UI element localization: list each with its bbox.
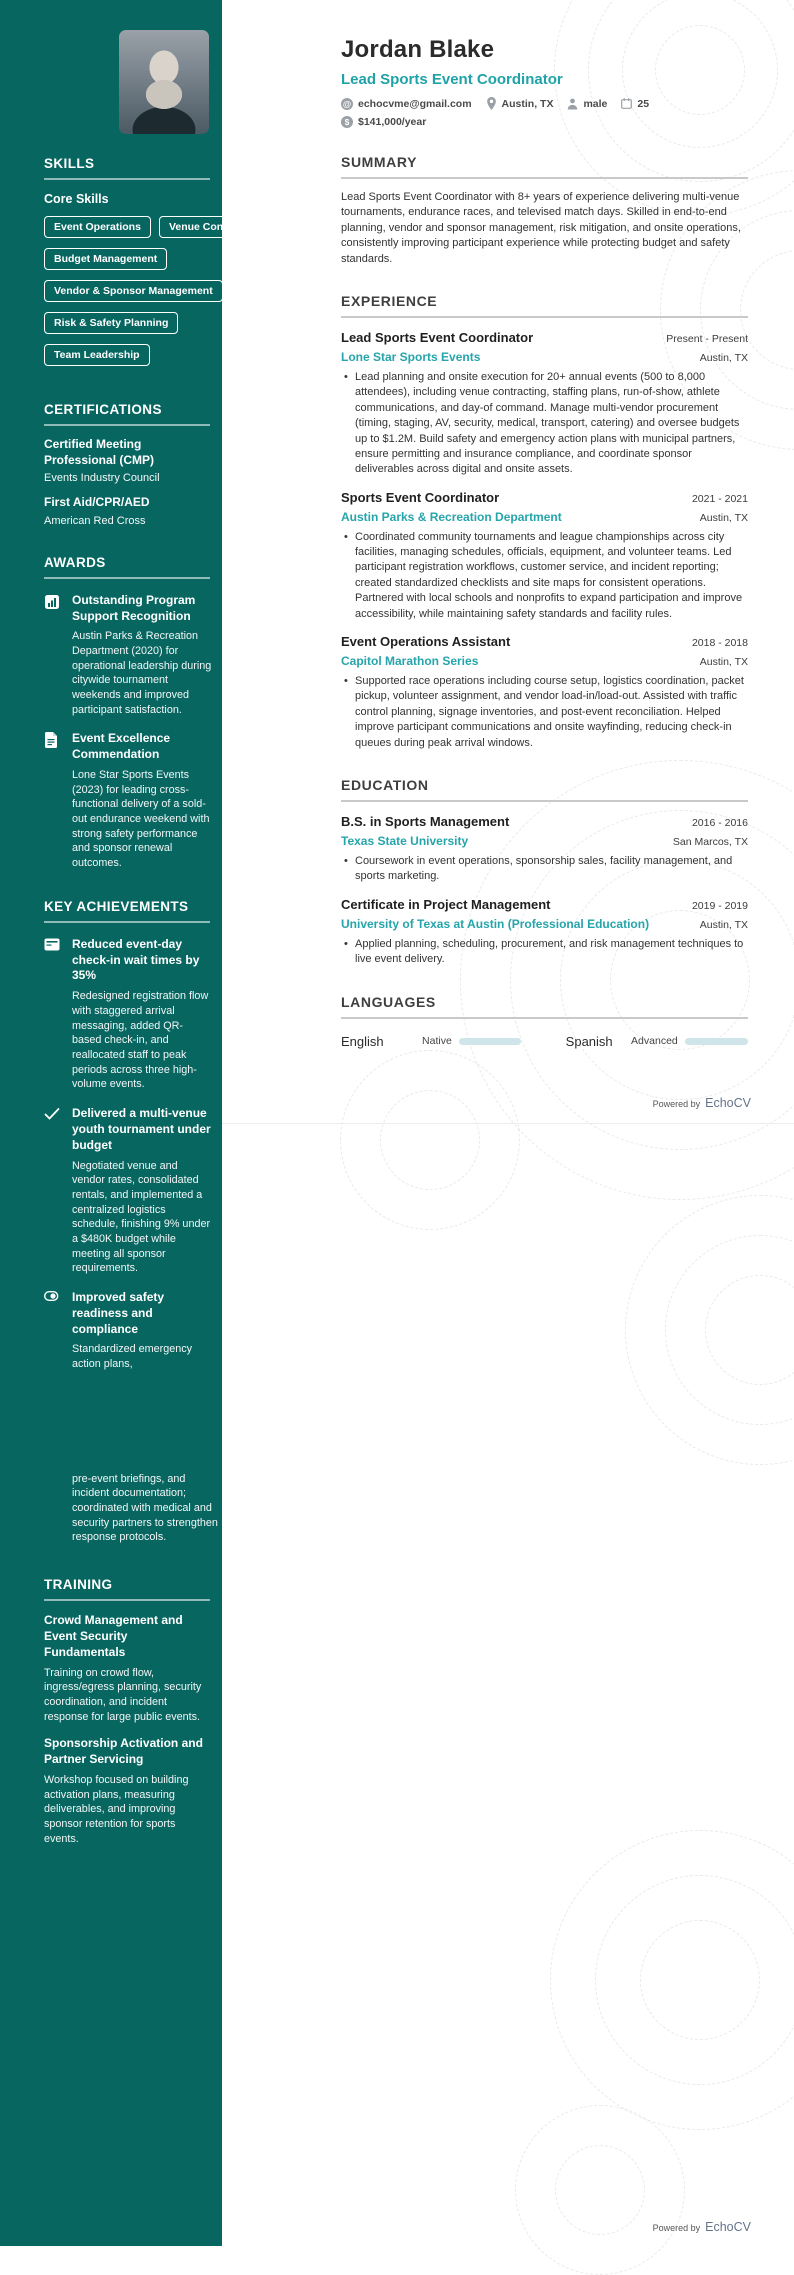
- degree-bullet: • Coursework in event operations, sponsorship sales, facility management, and sports marketing.: [341, 854, 748, 885]
- salary-item: [341, 116, 426, 128]
- award-body: [72, 731, 212, 870]
- award-description: Austin Parks & Recreation Department (2020) for operational leadership during citywide tournament weekends and improved participant satisfaction.: [72, 630, 212, 716]
- salary-value: $141,000/year: [358, 116, 427, 128]
- language-row: [341, 1034, 748, 1049]
- card-icon: [44, 937, 60, 1092]
- skill-pill: Event Operations: [44, 216, 151, 238]
- brand-link[interactable]: EchoCV: [705, 1096, 751, 1110]
- job-bullet: • Supported race operations including course setup, logistics coordination, packet pickup, volunteer assignment, and vendor load-in/load-out. Assisted with traffic control planning, signage inventories, and post-event reconciliation. Helped improve participant communications and onsite wayfinding, reducing check-in queues during peak arrival windows.: [341, 674, 748, 751]
- company-link[interactable]: Capitol Marathon Series: [341, 654, 479, 669]
- email-value: echocvme@gmail.com: [358, 97, 472, 110]
- degree-dates: 2016 - 2016: [691, 816, 748, 829]
- education-divider: [341, 800, 748, 802]
- entry-company-row: [341, 505, 748, 524]
- gender-item: [567, 98, 607, 110]
- skills-divider: [44, 178, 210, 180]
- certifications-section: [44, 402, 212, 527]
- at-icon: @: [342, 98, 352, 109]
- entry-title-row: [341, 814, 748, 829]
- job-location: Austin, TX: [699, 511, 748, 524]
- degree-title: Certificate in Project Management: [341, 896, 551, 912]
- achievement-body: [72, 1290, 212, 1372]
- school-link[interactable]: University of Texas at Austin (Professional Education): [341, 916, 650, 931]
- location-value: Austin, TX: [501, 97, 554, 110]
- age-item: [621, 98, 649, 110]
- language-name: English: [341, 1033, 384, 1049]
- certification-org: American Red Cross: [44, 514, 146, 527]
- skill-pill: Vendor & Sponsor Management: [44, 280, 223, 302]
- achievement-description: Standardized emergency action plans,: [72, 1343, 193, 1371]
- job-bullet: • Coordinated community tournaments and league championships across city facilities, managing schedules, officials, equipment, and volunteer teams. Led participant registration workflows, customer service, and incident reporting; created standardized checklists and site maps for consistent operations. Partnered with local schools and nonprofits to expand participation and improve accessibility, while maintaining safety standards and facility rules.: [341, 530, 748, 622]
- degree-dates: 2019 - 2019: [691, 899, 748, 912]
- job-dates: 2021 - 2021: [691, 492, 748, 505]
- award-body: [72, 593, 212, 718]
- dollar-icon: $: [341, 116, 353, 128]
- degree-bullet: • Applied planning, scheduling, procurement, and risk management techniques to live event delivery.: [341, 937, 748, 968]
- salary-row: [341, 116, 748, 128]
- skill-pill-list: [44, 216, 284, 366]
- experience-divider: [341, 316, 748, 318]
- entry-title-row: [341, 897, 748, 912]
- skill-pill: Venue Contracting: [159, 216, 272, 238]
- summary-section: [341, 154, 748, 267]
- awards-heading: AWARDS: [44, 554, 106, 570]
- training-title: Sponsorship Activation and Partner Servicing: [44, 1736, 203, 1767]
- achievement-item: [44, 1106, 212, 1276]
- achievement-description-continued: pre-event briefings, and incident documentation; coordinated with medical and security partners to strengthen response protocols.: [72, 1472, 218, 1544]
- certification-item: [44, 495, 212, 527]
- skill-pill: Budget Management: [44, 248, 167, 270]
- job-location: Austin, TX: [699, 351, 748, 364]
- certification-title: Certified Meeting Professional (CMP): [44, 437, 155, 467]
- education-heading: EDUCATION: [341, 776, 429, 793]
- contact-row: [341, 97, 748, 110]
- key-achievements-section: [44, 898, 218, 1545]
- language-level: Native: [422, 1035, 452, 1048]
- skills-heading: SKILLS: [44, 156, 95, 171]
- award-item: [44, 593, 212, 718]
- awards-divider: [44, 577, 210, 579]
- certification-item: [44, 437, 212, 484]
- achievement-item: [44, 1290, 212, 1372]
- job-title: Sports Event Coordinator: [341, 489, 500, 505]
- training-divider: [44, 1599, 210, 1601]
- entry-company-row: [341, 345, 748, 364]
- achievement-description: Redesigned registration flow with staggered arrival messaging, added QR-based check-in, and reallocated staff to peak periods across three high-volume events.: [72, 990, 209, 1091]
- document-icon: [44, 731, 60, 870]
- job-title: Lead Sports Event Coordinator: [341, 329, 534, 345]
- key-achievements-heading: KEY ACHIEVEMENTS: [44, 898, 189, 914]
- achievement-title: Improved safety readiness and compliance: [72, 1289, 165, 1336]
- education-entry: [341, 897, 748, 968]
- powered-by-label: Powered by: [652, 2223, 701, 2233]
- training-item: [44, 1613, 212, 1724]
- brand-link[interactable]: EchoCV: [705, 2220, 751, 2234]
- chart-icon: [44, 593, 60, 718]
- certifications-divider: [44, 424, 210, 426]
- skill-pill: Risk & Safety Planning: [44, 312, 178, 334]
- school-location: San Marcos, TX: [672, 835, 748, 848]
- education-entry: [341, 814, 748, 885]
- award-description: Lone Star Sports Events (2023) for leading cross-functional delivery of a sold-out endurance weekend with strong safety performance and sponsor renewal outcomes.: [72, 769, 210, 870]
- age-value: 25: [637, 97, 650, 110]
- experience-entry: [341, 634, 748, 751]
- skill-pill: Team Leadership: [44, 344, 150, 366]
- company-link[interactable]: Lone Star Sports Events: [341, 349, 481, 364]
- skills-group-label: Core Skills: [44, 192, 109, 206]
- degree-title: B.S. in Sports Management: [341, 813, 510, 829]
- training-description: Training on crowd flow, ingress/egress planning, security coordination, and incident response for large public events.: [44, 1666, 202, 1723]
- award-item: [44, 731, 212, 870]
- certification-org: Events Industry Council: [44, 472, 160, 485]
- achievement-body: [72, 937, 212, 1092]
- languages-heading: LANGUAGES: [341, 993, 436, 1010]
- training-item: [44, 1736, 212, 1846]
- key-achievements-divider: [44, 921, 210, 923]
- awards-section: [44, 555, 212, 871]
- powered-by-footer: [653, 1096, 751, 1110]
- language-level: Advanced: [631, 1035, 678, 1048]
- training-section: [44, 1577, 212, 1846]
- entry-school-row: [341, 912, 748, 931]
- sidebar: [0, 0, 262, 2246]
- summary-text: Lead Sports Event Coordinator with 8+ years of experience delivering multi-venue tournaments, endurance races, and televised match days. Skilled in end-to-end planning, vendor and sponsor management, risk mitigation, and onsite operations, consistently improving participant experience while protecting budget and safety standards.: [341, 191, 741, 265]
- language-bar: [685, 1038, 748, 1045]
- summary-heading: SUMMARY: [341, 154, 418, 170]
- job-location: Austin, TX: [699, 656, 748, 669]
- certification-title: First Aid/CPR/AED: [44, 495, 150, 510]
- school-link[interactable]: Texas State University: [341, 833, 469, 848]
- school-location: Austin, TX: [699, 918, 748, 931]
- entry-title-row: [341, 330, 748, 345]
- education-section: [341, 777, 748, 968]
- job-title: Event Operations Assistant: [341, 634, 511, 650]
- achievement-title: Delivered a multi-venue youth tournament under budget: [72, 1106, 211, 1152]
- entry-title-row: [341, 490, 748, 505]
- job-dates: Present - Present: [666, 332, 748, 345]
- training-description: Workshop focused on building activation plans, measuring deliverables, and improving sponsor retention for sports events.: [44, 1773, 189, 1845]
- gender-value: male: [583, 97, 608, 110]
- certifications-heading: CERTIFICATIONS: [44, 402, 162, 417]
- experience-heading: EXPERIENCE: [341, 292, 438, 309]
- main-column: [222, 0, 794, 2246]
- languages-section: [341, 994, 748, 1049]
- email-item: [341, 98, 472, 110]
- languages-divider: [341, 1017, 748, 1019]
- summary-divider: [341, 177, 748, 179]
- award-title: Outstanding Program Support Recognition: [72, 592, 196, 623]
- location-item: [486, 97, 554, 110]
- person-name: Jordan Blake: [341, 36, 495, 63]
- calendar-icon: [621, 98, 632, 109]
- company-link[interactable]: Austin Parks & Recreation Department: [341, 509, 562, 524]
- experience-section: [341, 293, 748, 751]
- pin-icon: [486, 97, 497, 110]
- entry-company-row: [341, 649, 748, 668]
- award-title: Event Excellence Commendation: [72, 731, 171, 762]
- achievement-body: [72, 1106, 212, 1276]
- powered-by-label: Powered by: [652, 1099, 701, 1109]
- achievement-description: Negotiated venue and vendor rates, consolidated rentals, and implemented a centralized logistics schedule, finishing 9% under a $480K budget while meeting all sponsor requirements.: [72, 1159, 211, 1275]
- experience-entry: [341, 330, 748, 478]
- skills-section: [44, 156, 262, 366]
- job-dates: 2018 - 2018: [691, 637, 748, 650]
- powered-by-footer: [653, 2220, 751, 2234]
- resume-header: [341, 36, 748, 128]
- training-title: Crowd Management and Event Security Fundamentals: [44, 1613, 183, 1659]
- entry-school-row: [341, 829, 748, 848]
- training-heading: TRAINING: [44, 1577, 113, 1593]
- achievement-title: Reduced event-day check-in wait times by 35%: [72, 936, 200, 983]
- language-name: Spanish: [565, 1033, 613, 1049]
- experience-entry: [341, 490, 748, 622]
- person-icon: [567, 98, 578, 110]
- check-icon: [44, 1106, 60, 1276]
- achievement-item: [44, 937, 212, 1092]
- profile-photo: [119, 30, 209, 134]
- job-bullet: • Lead planning and onsite execution for 20+ annual events (500 to 8,000 attendees), including venue contracting, staffing plans, run-of-show, athlete communications, and day-of command. Manage multi-vendor procurement (timing, staging, AV, security, medical, transport, catering) and oversee budgets up to $1.2M. Build safety and emergency action plans with municipal partners, ensure permitting and insurance compliance, and coordinate sponsor deliverables across digital and onsite assets.: [341, 370, 748, 478]
- person-job-title: Lead Sports Event Coordinator: [341, 71, 563, 88]
- toggle-icon: [44, 1290, 60, 1372]
- entry-title-row: [341, 634, 748, 649]
- language-bar: [459, 1038, 522, 1045]
